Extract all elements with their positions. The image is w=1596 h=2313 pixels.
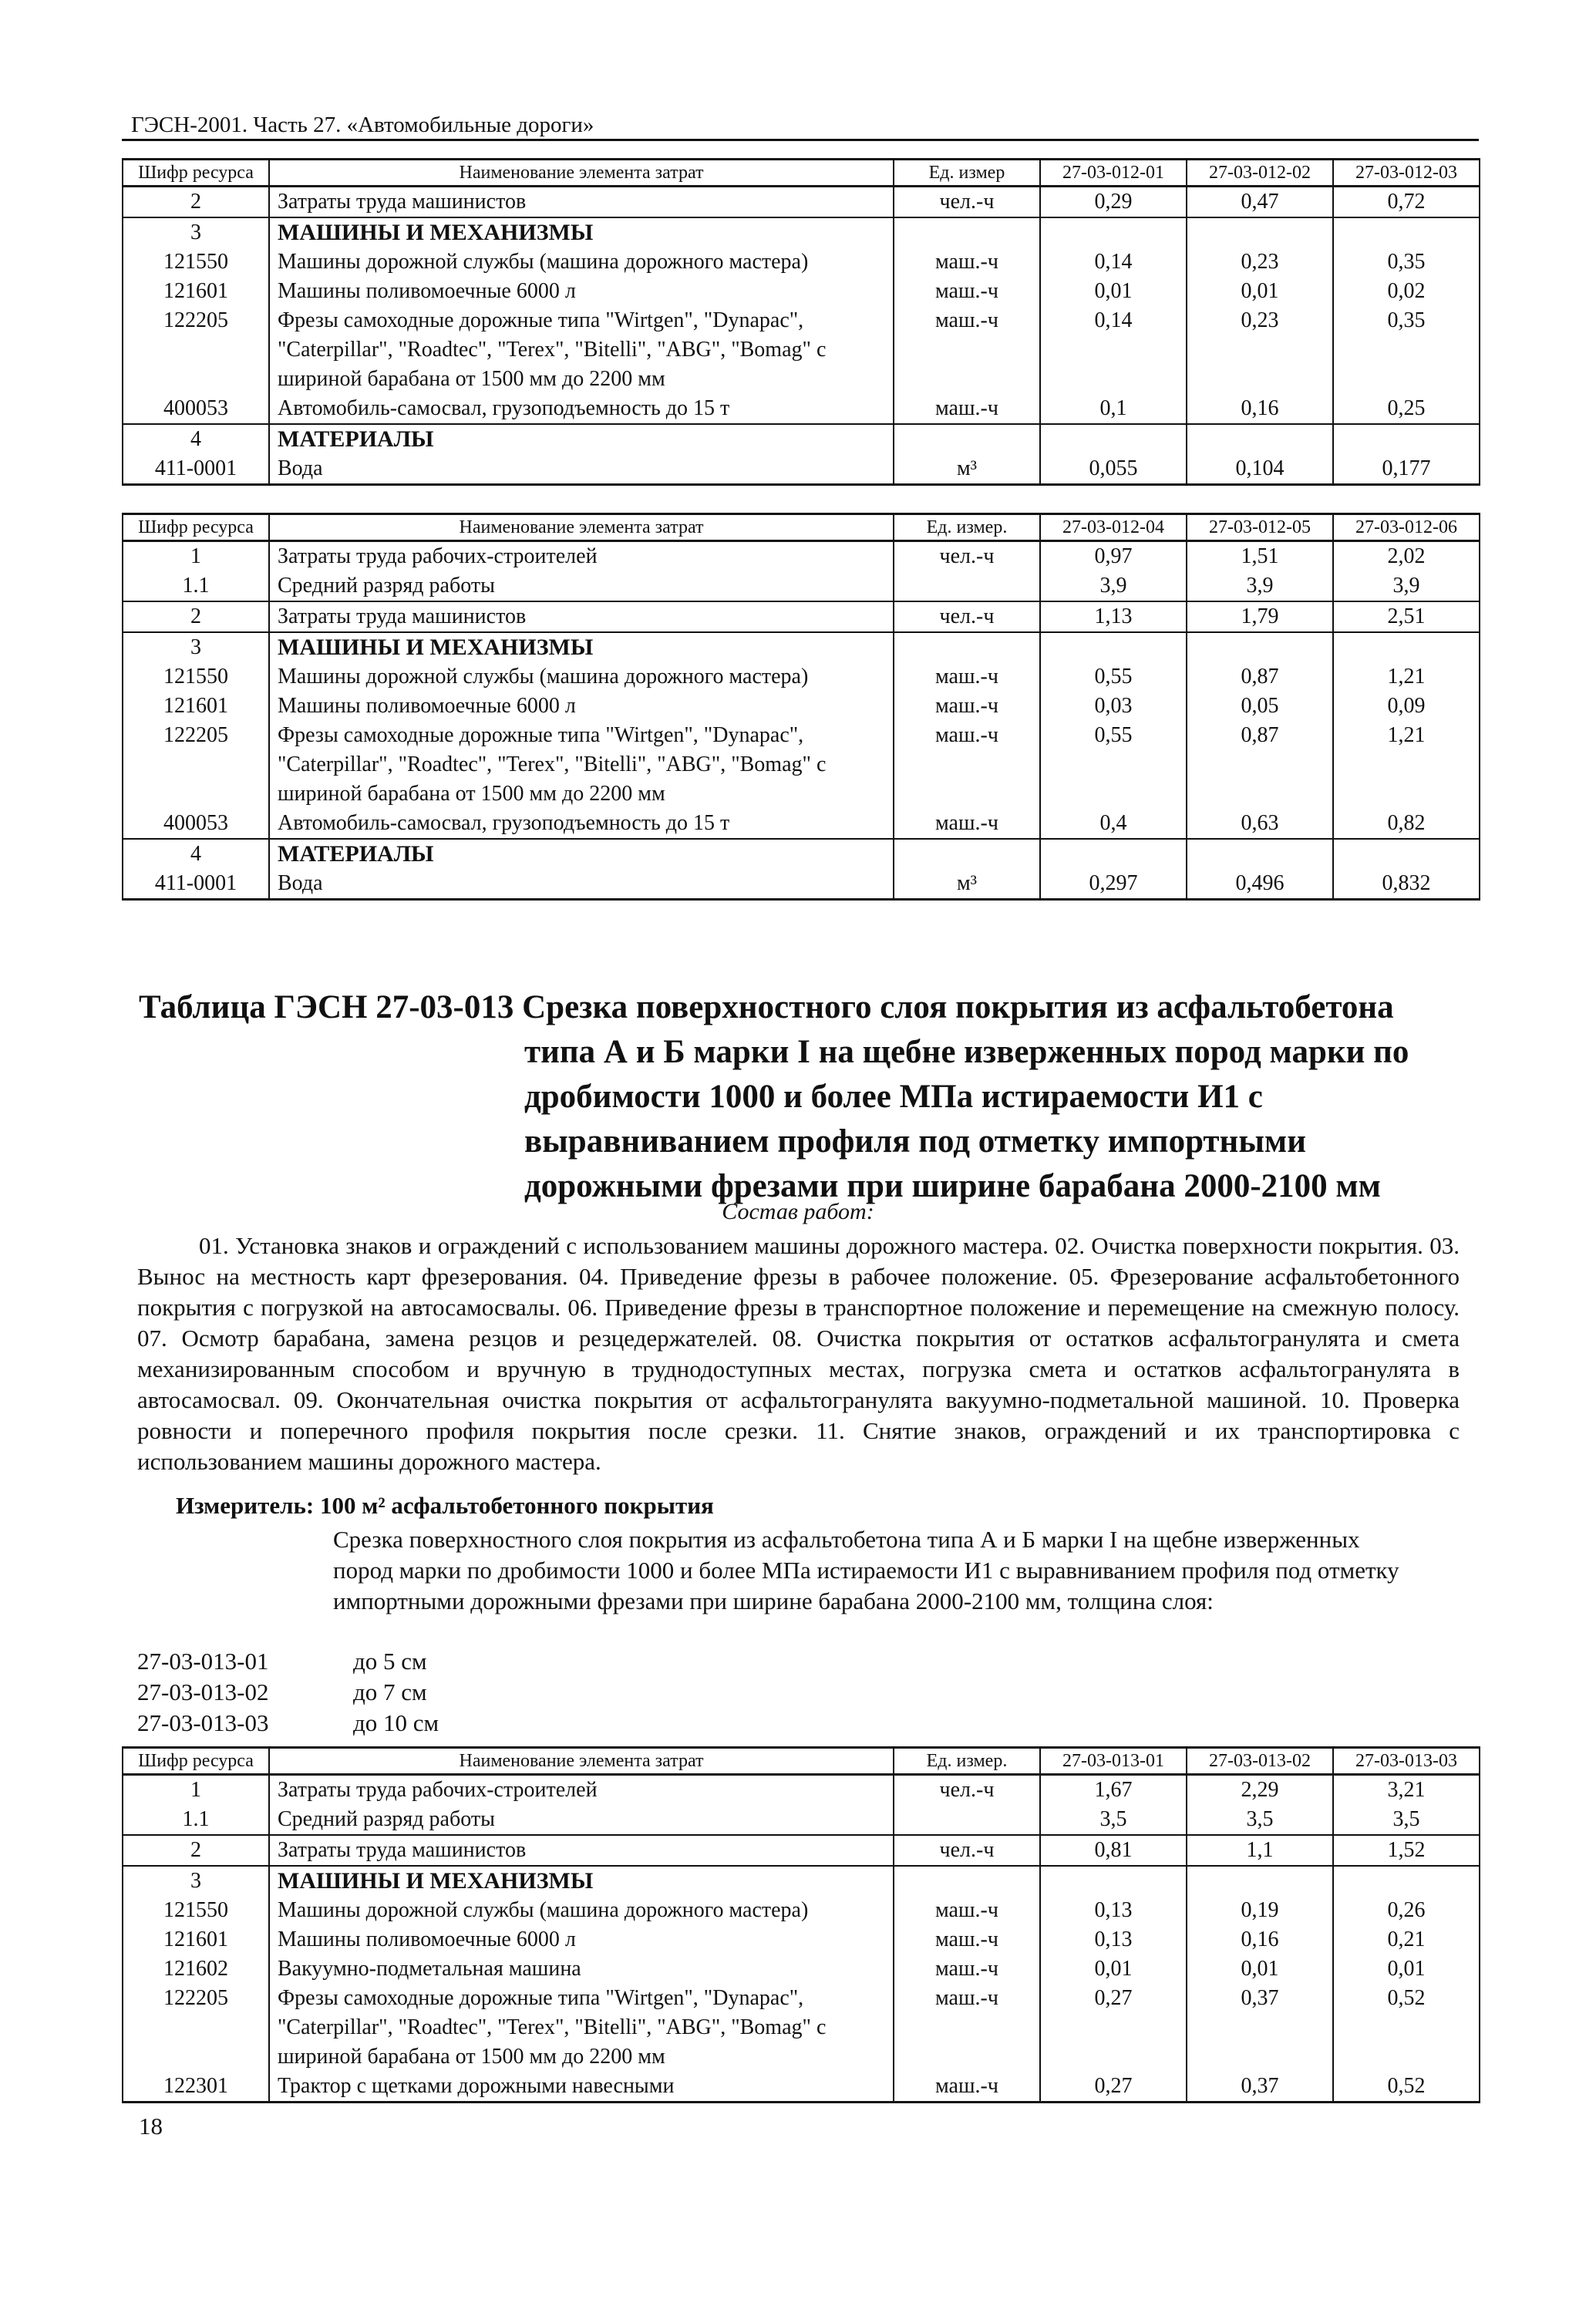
row-unit: чел.-ч (894, 601, 1040, 632)
row-unit: маш.-ч (894, 394, 1040, 424)
row-unit (894, 632, 1040, 662)
row-value (1187, 424, 1333, 454)
row-code: 121601 (123, 1925, 269, 1954)
row-code: 411-0001 (123, 454, 269, 485)
row-value: 0,55 (1040, 721, 1187, 809)
table-row (123, 2072, 1480, 2103)
row-code: 121550 (123, 247, 269, 277)
table-row (123, 1925, 1480, 1954)
row-unit (894, 571, 1040, 601)
resource-table-013-01-03 (122, 1746, 1480, 2103)
section-heading: МАТЕРИАЛЫ (269, 839, 894, 869)
row-value: 3,9 (1333, 571, 1480, 601)
row-name: Машины дорожной службы (машина дорожного мастера) (269, 662, 894, 692)
section-title-rest: типа А и Б марки I на щебне изверженных пород марки по дробимости 1000 и более МПа истираемости И1 с выравниванием профиля под отметку импортными дорожными фрезами при ширине барабана 2000-2100 мм (524, 1034, 1409, 1204)
row-code: 121601 (123, 277, 269, 306)
row-code: 121602 (123, 1954, 269, 1984)
header-name: Наименование элемента затрат (269, 514, 894, 541)
row-code: 2 (123, 601, 269, 632)
row-value: 1,13 (1040, 601, 1187, 632)
row-value: 2,29 (1187, 1775, 1333, 1806)
header-col: 27-03-012-04 (1040, 514, 1187, 541)
row-value: 0,177 (1333, 454, 1480, 485)
row-value: 3,5 (1333, 1805, 1480, 1835)
row-name: Средний разряд работы (269, 571, 894, 601)
row-name: Фрезы самоходные дорожные типа "Wirtgen", "Dynapac", "Caterpillar", "Roadtec", "Terex", "Bitelli", "ABG", "Bomag" с шириной барабана от 1500 мм до 2200 мм (269, 721, 894, 809)
row-value (1187, 632, 1333, 662)
table-header-row (123, 160, 1480, 187)
row-unit (894, 1805, 1040, 1835)
row-name: Трактор с щетками дорожными навесными (269, 2072, 894, 2103)
row-value: 0,21 (1333, 1925, 1480, 1954)
row-unit: чел.-ч (894, 1835, 1040, 1866)
row-unit: м³ (894, 454, 1040, 485)
row-value: 1,67 (1040, 1775, 1187, 1806)
row-value: 0,03 (1040, 692, 1187, 721)
table-row (123, 1835, 1480, 1866)
row-code: 1.1 (123, 1805, 269, 1835)
header-unit: Ед. измер (894, 160, 1040, 187)
row-value: 0,1 (1040, 394, 1187, 424)
row-value: 0,27 (1040, 1984, 1187, 2072)
row-unit (894, 424, 1040, 454)
row-value: 0,37 (1187, 1984, 1333, 2072)
resource-table-012-01-03 (122, 158, 1480, 486)
row-value: 3,5 (1187, 1805, 1333, 1835)
row-value: 0,02 (1333, 277, 1480, 306)
row-value: 0,35 (1333, 247, 1480, 277)
row-name: Машины дорожной службы (машина дорожного мастера) (269, 1896, 894, 1925)
row-code: 411-0001 (123, 869, 269, 900)
row-value: 0,81 (1040, 1835, 1187, 1866)
row-value: 0,19 (1187, 1896, 1333, 1925)
row-value (1187, 839, 1333, 869)
list-item (137, 1646, 439, 1677)
row-value: 0,35 (1333, 306, 1480, 394)
table-row (123, 869, 1480, 900)
row-unit: маш.-ч (894, 662, 1040, 692)
header-col: 27-03-012-01 (1040, 160, 1187, 187)
section-title-line1: Таблица ГЭСН 27-03-013 Срезка поверхностного слоя покрытия из асфальтобетона (139, 989, 1394, 1025)
row-code: 3 (123, 1866, 269, 1896)
row-unit: чел.-ч (894, 187, 1040, 218)
section-heading: МАШИНЫ И МЕХАНИЗМЫ (269, 632, 894, 662)
header-col: 27-03-012-02 (1187, 160, 1333, 187)
row-value: 0,13 (1040, 1896, 1187, 1925)
row-value: 1,1 (1187, 1835, 1333, 1866)
row-code: 1 (123, 1775, 269, 1806)
norm-code-list (137, 1646, 439, 1739)
row-name: Затраты труда рабочих-строителей (269, 541, 894, 572)
row-unit: маш.-ч (894, 277, 1040, 306)
header-code: Шифр ресурса (123, 160, 269, 187)
row-unit: маш.-ч (894, 306, 1040, 394)
row-code: 122205 (123, 721, 269, 809)
row-value (1333, 1866, 1480, 1896)
row-value: 3,9 (1187, 571, 1333, 601)
row-name: Машины дорожной службы (машина дорожного мастера) (269, 247, 894, 277)
table-row (123, 217, 1480, 247)
row-value: 0,47 (1187, 187, 1333, 218)
row-value (1040, 632, 1187, 662)
table-row (123, 601, 1480, 632)
table-row (123, 541, 1480, 572)
row-value: 3,21 (1333, 1775, 1480, 1806)
table-row (123, 1866, 1480, 1896)
resource-table-012-04-06 (122, 513, 1480, 901)
table-row (123, 692, 1480, 721)
norm-code: 27-03-013-02 (137, 1678, 269, 1705)
row-value: 0,14 (1040, 306, 1187, 394)
row-code: 121550 (123, 662, 269, 692)
row-value (1333, 217, 1480, 247)
table-row (123, 1896, 1480, 1925)
row-value: 0,4 (1040, 809, 1187, 839)
row-value (1187, 217, 1333, 247)
row-code: 3 (123, 217, 269, 247)
row-value: 1,21 (1333, 721, 1480, 809)
row-name: Вакуумно-подметальная машина (269, 1954, 894, 1984)
row-name: Затраты труда машинистов (269, 1835, 894, 1866)
row-unit: м³ (894, 869, 1040, 900)
section-heading: МАШИНЫ И МЕХАНИЗМЫ (269, 1866, 894, 1896)
table-row (123, 306, 1480, 394)
row-value (1040, 839, 1187, 869)
row-value: 0,63 (1187, 809, 1333, 839)
row-value: 0,01 (1333, 1954, 1480, 1984)
list-item (137, 1708, 439, 1739)
table-row (123, 1984, 1480, 2072)
table-row (123, 809, 1480, 839)
row-code: 4 (123, 839, 269, 869)
row-value: 0,72 (1333, 187, 1480, 218)
row-value: 0,37 (1187, 2072, 1333, 2103)
row-name: Машины поливомоечные 6000 л (269, 1925, 894, 1954)
work-composition-heading: Состав работ: (722, 1199, 874, 1224)
table-row (123, 424, 1480, 454)
row-code: 122301 (123, 2072, 269, 2103)
section-heading: МАТЕРИАЛЫ (269, 424, 894, 454)
row-value: 0,01 (1187, 277, 1333, 306)
table-row (123, 839, 1480, 869)
row-value: 0,05 (1187, 692, 1333, 721)
row-code: 400053 (123, 394, 269, 424)
row-unit: маш.-ч (894, 809, 1040, 839)
row-value (1333, 632, 1480, 662)
norm-thickness: до 5 см (353, 1648, 427, 1675)
row-value: 0,52 (1333, 1984, 1480, 2072)
row-value: 0,55 (1040, 662, 1187, 692)
row-name: Затраты труда машинистов (269, 601, 894, 632)
row-name: Автомобиль-самосвал, грузоподъемность до 15 т (269, 394, 894, 424)
work-composition-text: 01. Установка знаков и ограждений с использованием машины дорожного мастера. 02. Очистка поверхности покрытия. 03. Вынос на местность карт фрезерования. 04. Приведение фрезы в рабочее положение. 05. Фрезерование асфальтобетонного покрытия с погрузкой на автосамосвалы. 06. Приведение фрезы в транспортное положение и перемещение на смежную полосу. 07. Осмотр барабана, замена резцов и резцедержателей. 08. Очистка покрытия от остатков асфальтогранулята и смета механизированным способом и вручную в труднодоступных местах, погрузка смета и остатков асфальтогранулята в автосамосвал. 09. Окончательная очистка покрытия от асфальтогранулята вакуумно-подметальной машиной. 10. Проверка ровности и поперечного профиля покрытия после срезки. 11. Снятие знаков, ограждений и их транспортировка с использованием машины дорожного мастера. (137, 1232, 1460, 1475)
row-value: 0,27 (1040, 2072, 1187, 2103)
row-code: 3 (123, 632, 269, 662)
header-col: 27-03-012-05 (1187, 514, 1333, 541)
row-code: 121550 (123, 1896, 269, 1925)
header-unit: Ед. измер. (894, 1748, 1040, 1775)
row-name: Фрезы самоходные дорожные типа "Wirtgen", "Dynapac", "Caterpillar", "Roadtec", "Terex", "Bitelli", "ABG", "Bomag" с шириной барабана от 1500 мм до 2200 мм (269, 1984, 894, 2072)
row-unit: маш.-ч (894, 1984, 1040, 2072)
norm-thickness: до 10 см (353, 1709, 439, 1736)
row-value: 0,16 (1187, 394, 1333, 424)
table-row (123, 454, 1480, 485)
row-value: 0,29 (1040, 187, 1187, 218)
row-value (1333, 839, 1480, 869)
row-name: Фрезы самоходные дорожные типа "Wirtgen", "Dynapac", "Caterpillar", "Roadtec", "Terex", "Bitelli", "ABG", "Bomag" с шириной барабана от 1500 мм до 2200 мм (269, 306, 894, 394)
header-code: Шифр ресурса (123, 514, 269, 541)
row-unit: маш.-ч (894, 1954, 1040, 1984)
row-value: 0,23 (1187, 306, 1333, 394)
table-row (123, 247, 1480, 277)
row-value: 0,14 (1040, 247, 1187, 277)
row-unit: чел.-ч (894, 1775, 1040, 1806)
header-col: 27-03-013-03 (1333, 1748, 1480, 1775)
row-value: 1,21 (1333, 662, 1480, 692)
row-code: 121601 (123, 692, 269, 721)
row-unit: маш.-ч (894, 1925, 1040, 1954)
row-code: 400053 (123, 809, 269, 839)
row-name: Машины поливомоечные 6000 л (269, 277, 894, 306)
row-value: 0,82 (1333, 809, 1480, 839)
row-name: Вода (269, 454, 894, 485)
row-value: 0,297 (1040, 869, 1187, 900)
row-name: Машины поливомоечные 6000 л (269, 692, 894, 721)
row-value (1040, 1866, 1187, 1896)
table-row (123, 1775, 1480, 1806)
row-value: 0,16 (1187, 1925, 1333, 1954)
row-value: 0,01 (1040, 1954, 1187, 1984)
row-value: 0,055 (1040, 454, 1187, 485)
header-unit: Ед. измер. (894, 514, 1040, 541)
row-value: 0,87 (1187, 721, 1333, 809)
row-code: 1.1 (123, 571, 269, 601)
row-value (1187, 1866, 1333, 1896)
row-value: 0,832 (1333, 869, 1480, 900)
row-value: 3,9 (1040, 571, 1187, 601)
row-unit: маш.-ч (894, 721, 1040, 809)
row-unit: чел.-ч (894, 541, 1040, 572)
row-unit: маш.-ч (894, 2072, 1040, 2103)
row-unit (894, 839, 1040, 869)
table-row (123, 1805, 1480, 1835)
row-value (1040, 217, 1187, 247)
table-row (123, 1954, 1480, 1984)
row-value: 0,09 (1333, 692, 1480, 721)
header-col: 27-03-012-06 (1333, 514, 1480, 541)
header-col: 27-03-012-03 (1333, 160, 1480, 187)
header-name: Наименование элемента затрат (269, 1748, 894, 1775)
row-value: 0,25 (1333, 394, 1480, 424)
row-code: 122205 (123, 1984, 269, 2072)
table-row (123, 394, 1480, 424)
norm-description: Срезка поверхностного слоя покрытия из асфальтобетона типа А и Б марки I на щебне изверженных пород марки по дробимости 1000 и более МПа истираемости И1 с выравниванием профиля под отметку импортными дорожными фрезами при ширине барабана 2000-2100 мм, толщина слоя: (333, 1526, 1399, 1614)
table-header-row (123, 514, 1480, 541)
row-value: 3,5 (1040, 1805, 1187, 1835)
header-col: 27-03-013-01 (1040, 1748, 1187, 1775)
header-col: 27-03-013-02 (1187, 1748, 1333, 1775)
table-row (123, 187, 1480, 218)
row-value: 0,52 (1333, 2072, 1480, 2103)
table-row (123, 277, 1480, 306)
row-value: 0,01 (1040, 277, 1187, 306)
list-item (137, 1677, 439, 1708)
row-value: 0,97 (1040, 541, 1187, 572)
row-value: 0,26 (1333, 1896, 1480, 1925)
row-value: 0,01 (1187, 1954, 1333, 1984)
row-value (1333, 424, 1480, 454)
header-rule (122, 139, 1479, 141)
row-name: Вода (269, 869, 894, 900)
norm-code: 27-03-013-01 (137, 1648, 269, 1675)
table-row (123, 662, 1480, 692)
header-code: Шифр ресурса (123, 1748, 269, 1775)
row-value: 2,51 (1333, 601, 1480, 632)
row-name: Средний разряд работы (269, 1805, 894, 1835)
running-header: ГЭСН-2001. Часть 27. «Автомобильные дороги» (131, 113, 594, 137)
page-number: 18 (139, 2113, 163, 2140)
row-value: 2,02 (1333, 541, 1480, 572)
row-code: 2 (123, 187, 269, 218)
norm-code: 27-03-013-03 (137, 1709, 269, 1736)
row-unit: маш.-ч (894, 247, 1040, 277)
section-heading: МАШИНЫ И МЕХАНИЗМЫ (269, 217, 894, 247)
table-header-row (123, 1748, 1480, 1775)
row-code: 1 (123, 541, 269, 572)
table-row (123, 632, 1480, 662)
row-value: 1,52 (1333, 1835, 1480, 1866)
row-value: 0,104 (1187, 454, 1333, 485)
row-value: 0,496 (1187, 869, 1333, 900)
row-code: 122205 (123, 306, 269, 394)
row-unit: маш.-ч (894, 692, 1040, 721)
row-code: 4 (123, 424, 269, 454)
row-unit (894, 1866, 1040, 1896)
row-value (1040, 424, 1187, 454)
row-name: Затраты труда рабочих-строителей (269, 1775, 894, 1806)
row-code: 2 (123, 1835, 269, 1866)
row-value: 0,13 (1040, 1925, 1187, 1954)
table-row (123, 571, 1480, 601)
row-unit: маш.-ч (894, 1896, 1040, 1925)
row-value: 0,23 (1187, 247, 1333, 277)
row-value: 1,79 (1187, 601, 1333, 632)
norm-thickness: до 7 см (353, 1678, 427, 1705)
measure-line: Измеритель: 100 м² асфальтобетонного покрытия (176, 1492, 714, 1519)
row-name: Затраты труда машинистов (269, 187, 894, 218)
row-unit (894, 217, 1040, 247)
header-name: Наименование элемента затрат (269, 160, 894, 187)
row-value: 0,87 (1187, 662, 1333, 692)
section-title (139, 985, 1465, 1209)
row-name: Автомобиль-самосвал, грузоподъемность до 15 т (269, 809, 894, 839)
table-row (123, 721, 1480, 809)
row-value: 1,51 (1187, 541, 1333, 572)
